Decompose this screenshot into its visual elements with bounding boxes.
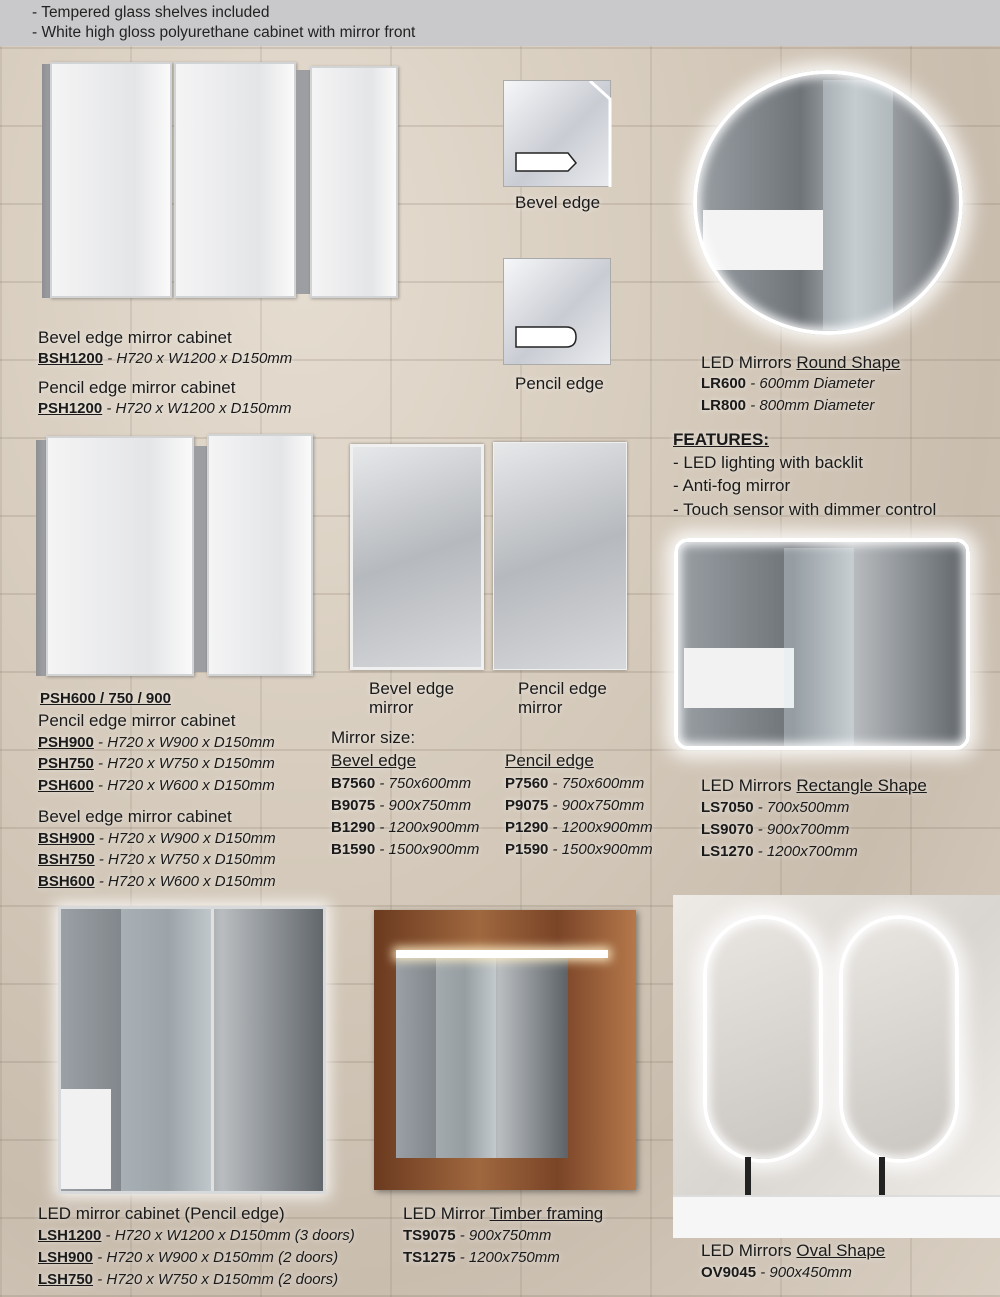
- header-bar: [0, 0, 1000, 46]
- pencil-edge-label: Pencil edge: [515, 374, 604, 393]
- bevel-edge-mirror-image: [350, 444, 484, 670]
- feature-item: - Anti-fog mirror: [673, 476, 791, 495]
- psh1200-title: Pencil edge mirror cabinet: [38, 378, 236, 397]
- pencil-edge-profile-icon: [504, 259, 612, 366]
- psh-series-label: PSH600 / 750 / 900: [40, 690, 171, 707]
- bevel-size-item: B1590 - 1500x900mm: [331, 841, 480, 858]
- bsh-item: BSH900 - H720 x W900 x D150mm: [38, 830, 276, 847]
- features-title: FEATURES:: [673, 430, 770, 449]
- rect-title: LED Mirrors Rectangle Shape: [701, 776, 927, 795]
- pencil-edge-mirror-image: [493, 442, 627, 670]
- pencil-size-item: P1290 - 1200x900mm: [505, 819, 653, 836]
- rectangle-led-frame: [674, 538, 970, 750]
- bevel-size-item: B7560 - 750x600mm: [331, 775, 472, 792]
- bevel-edge-sample: [503, 80, 611, 187]
- bevel-edge-label: Bevel edge: [515, 193, 601, 212]
- bsh-item: BSH750 - H720 x W750 x D150mm: [38, 851, 276, 868]
- pencil-mirror-label: Pencil edge mirror: [518, 679, 607, 717]
- mirror-size-title: Mirror size:: [331, 728, 416, 747]
- bsh-item: BSH600 - H720 x W600 x D150mm: [38, 873, 276, 890]
- rect-item: LS7050 - 700x500mm: [701, 799, 850, 816]
- psh1200-spec: PSH1200 - H720 x W1200 x D150mm: [38, 400, 292, 417]
- feature-item: - Touch sensor with dimmer control: [673, 500, 937, 519]
- round-title: LED Mirrors Round Shape: [701, 353, 901, 372]
- bevel-edge-profile-icon: [504, 81, 612, 188]
- oval-led-mirror-image: [673, 895, 1000, 1238]
- timber-title: LED Mirror Timber framing: [403, 1204, 604, 1223]
- pencil-edge-sample: [503, 258, 611, 365]
- round-item: LR800 - 800mm Diameter: [701, 397, 875, 414]
- pencil-size-heading: Pencil edge: [505, 751, 594, 770]
- bevel-size-heading: Bevel edge: [331, 751, 417, 770]
- led-cabinet-title: LED mirror cabinet (Pencil edge): [38, 1204, 285, 1223]
- header-line-2: - White high gloss polyurethane cabinet with mirror front: [32, 24, 416, 41]
- psh-item: PSH900 - H720 x W900 x D150mm: [38, 734, 275, 751]
- led-cabinet-item: LSH900 - H720 x W900 x D150mm (2 doors): [38, 1249, 339, 1266]
- bsh-series-title: Bevel edge mirror cabinet: [38, 807, 232, 826]
- psh-item: PSH600 - H720 x W600 x D150mm: [38, 777, 275, 794]
- oval-title: LED Mirrors Oval Shape: [701, 1241, 886, 1260]
- round-led-ring: [693, 70, 963, 335]
- rect-item: LS1270 - 1200x700mm: [701, 843, 858, 860]
- timber-item: TS9075 - 900x750mm: [403, 1227, 552, 1244]
- psh-series-title: Pencil edge mirror cabinet: [38, 711, 236, 730]
- bevel-size-item: B9075 - 900x750mm: [331, 797, 472, 814]
- led-cabinet-item: LSH750 - H720 x W750 x D150mm (2 doors): [38, 1271, 339, 1288]
- bsh1200-spec: BSH1200 - H720 x W1200 x D150mm: [38, 350, 293, 367]
- pencil-size-item: P1590 - 1500x900mm: [505, 841, 653, 858]
- feature-item: - LED lighting with backlit: [673, 453, 863, 472]
- rect-item: LS9070 - 900x700mm: [701, 821, 850, 838]
- pencil-size-item: P9075 - 900x750mm: [505, 797, 645, 814]
- timber-framed-mirror-image: [374, 910, 636, 1190]
- led-mirror-cabinet-image: [58, 906, 326, 1194]
- bevel-mirror-label: Bevel edge mirror: [369, 679, 455, 717]
- round-item: LR600 - 600mm Diameter: [701, 375, 875, 392]
- timber-item: TS1275 - 1200x750mm: [403, 1249, 560, 1266]
- header-line-1: - Tempered glass shelves included: [32, 4, 270, 21]
- psh-item: PSH750 - H720 x W750 x D150mm: [38, 755, 275, 772]
- led-cabinet-item: LSH1200 - H720 x W1200 x D150mm (3 doors): [38, 1227, 355, 1244]
- bevel-size-item: B1290 - 1200x900mm: [331, 819, 480, 836]
- pencil-size-item: P7560 - 750x600mm: [505, 775, 645, 792]
- oval-item: OV9045 - 900x450mm: [701, 1264, 852, 1281]
- bsh1200-title: Bevel edge mirror cabinet: [38, 328, 232, 347]
